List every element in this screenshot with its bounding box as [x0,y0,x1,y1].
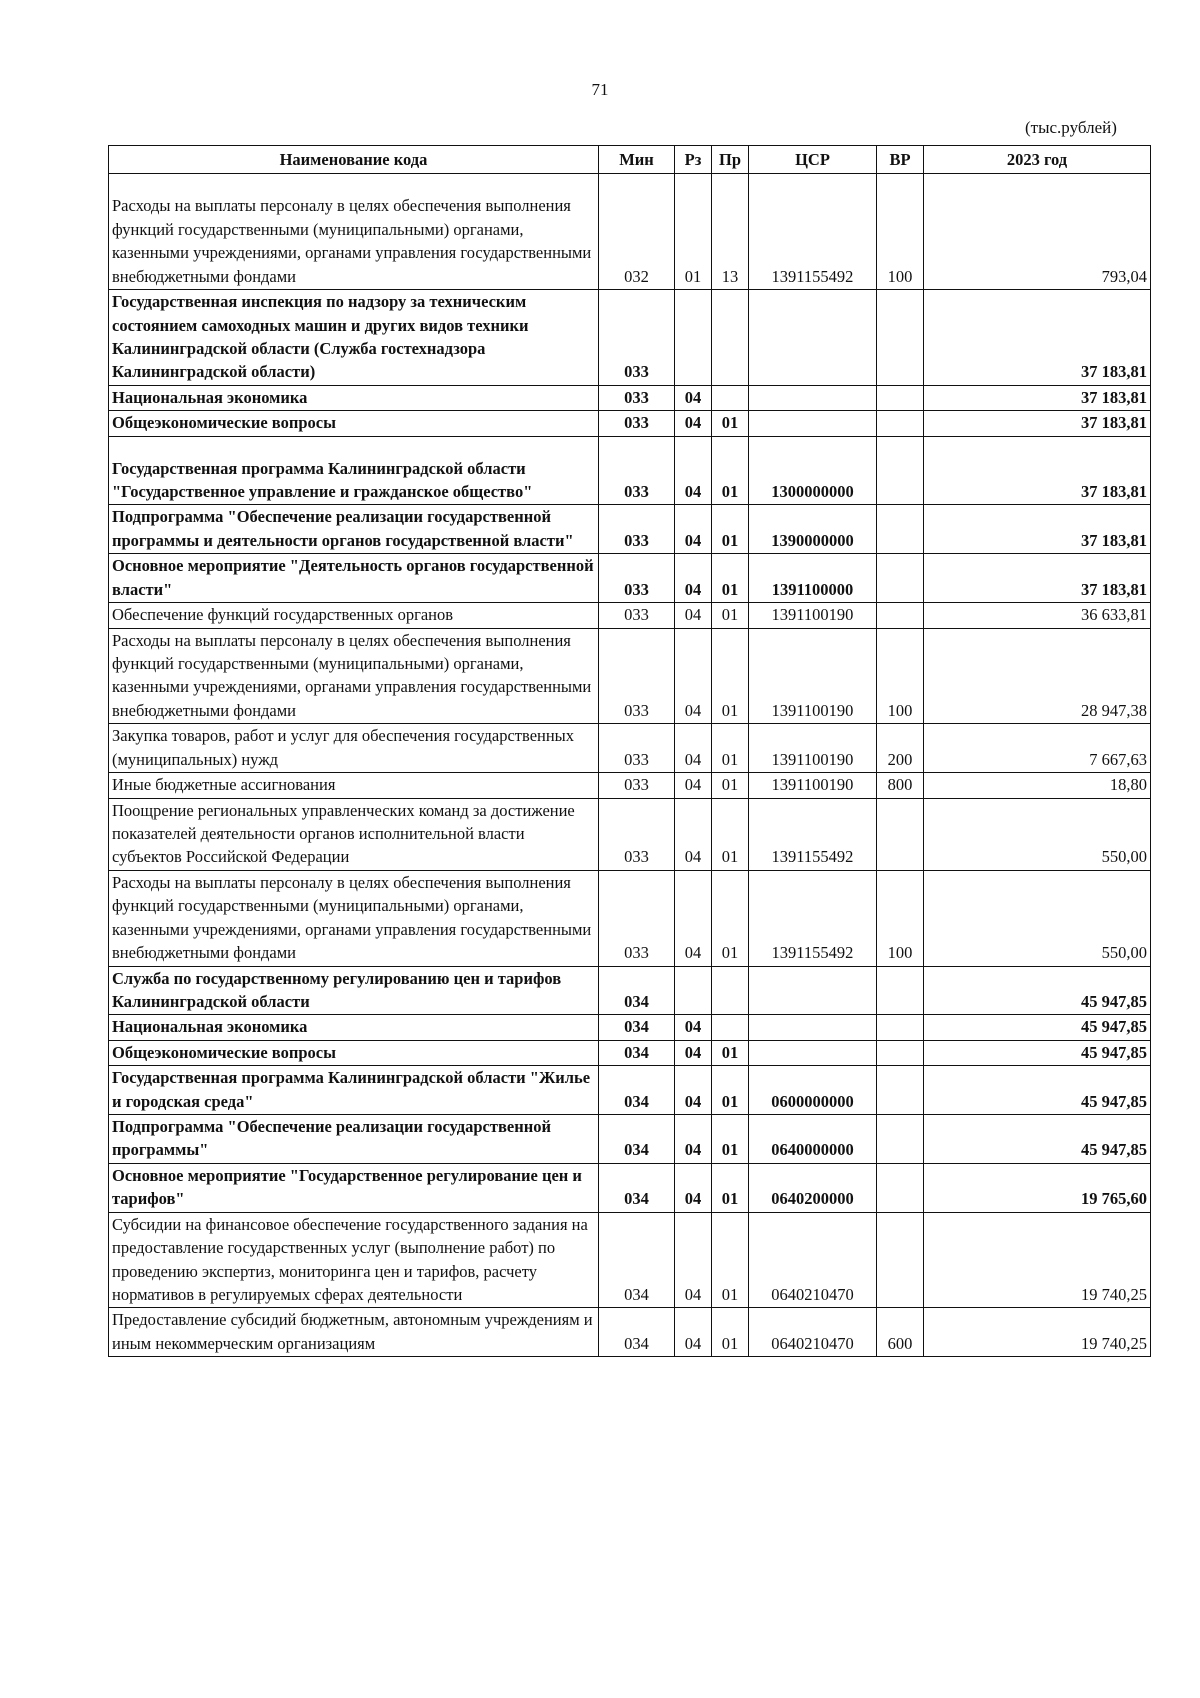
cell-rz: 04 [675,554,712,603]
cell-min: 033 [599,290,675,386]
table-row [109,1015,1151,1040]
cell-csr [749,1040,877,1065]
cell-min: 032 [599,174,675,290]
cell-vr [877,603,924,628]
cell-pr [712,966,749,1015]
cell-amount: 45 947,85 [924,966,1151,1015]
budget-table [108,145,1151,1357]
header-pr: Пр [712,146,749,174]
cell-rz: 04 [675,1212,712,1308]
cell-csr: 1391155492 [749,870,877,966]
cell-amount: 28 947,38 [924,628,1151,724]
table-row [109,411,1151,436]
cell-amount: 45 947,85 [924,1040,1151,1065]
cell-rz: 04 [675,1308,712,1357]
table-row [109,505,1151,554]
cell-min: 034 [599,1015,675,1040]
cell-amount: 45 947,85 [924,1066,1151,1115]
cell-csr: 1300000000 [749,436,877,505]
cell-name: Государственная инспекция по надзору за техническим состоянием самоходных машин и других видов техники Калининградской области (Служба гостехнадзора Калининградской области) [109,290,599,386]
cell-name: Основное мероприятие "Государственное регулирование цен и тарифов" [109,1163,599,1212]
header-year: 2023 год [924,146,1151,174]
table-row [109,603,1151,628]
table-header-row [109,146,1151,174]
cell-rz: 04 [675,870,712,966]
cell-vr [877,411,924,436]
cell-min: 033 [599,505,675,554]
cell-vr: 100 [877,870,924,966]
cell-rz: 04 [675,385,712,410]
cell-pr [712,290,749,386]
cell-vr [877,436,924,505]
cell-name: Обеспечение функций государственных органов [109,603,599,628]
cell-rz: 04 [675,1115,712,1164]
cell-csr: 1391100190 [749,724,877,773]
cell-min: 033 [599,436,675,505]
table-row [109,798,1151,870]
cell-csr: 0640000000 [749,1115,877,1164]
table-row [109,174,1151,290]
cell-name: Общеэкономические вопросы [109,411,599,436]
cell-amount: 37 183,81 [924,436,1151,505]
cell-amount: 7 667,63 [924,724,1151,773]
cell-rz [675,290,712,386]
cell-vr [877,1066,924,1115]
cell-csr: 1391100190 [749,628,877,724]
table-row [109,554,1151,603]
cell-rz: 04 [675,798,712,870]
cell-rz: 04 [675,1066,712,1115]
cell-name: Расходы на выплаты персоналу в целях обеспечения выполнения функций государственными (муниципальными) органами, казенными учреждениями, органами управления государственными внебюджетными фондами [109,174,599,290]
cell-min: 033 [599,870,675,966]
cell-min: 033 [599,554,675,603]
cell-rz: 04 [675,1163,712,1212]
cell-name: Национальная экономика [109,1015,599,1040]
cell-vr [877,1015,924,1040]
cell-name: Основное мероприятие "Деятельность органов государственной власти" [109,554,599,603]
cell-csr [749,1015,877,1040]
cell-amount: 19 740,25 [924,1308,1151,1357]
cell-amount: 793,04 [924,174,1151,290]
cell-min: 034 [599,966,675,1015]
cell-vr: 800 [877,773,924,798]
cell-amount: 37 183,81 [924,411,1151,436]
cell-amount: 550,00 [924,870,1151,966]
cell-csr: 1391100190 [749,603,877,628]
cell-min: 034 [599,1308,675,1357]
cell-name: Национальная экономика [109,385,599,410]
cell-amount: 45 947,85 [924,1115,1151,1164]
cell-amount: 36 633,81 [924,603,1151,628]
cell-vr [877,290,924,386]
cell-vr: 200 [877,724,924,773]
cell-amount: 550,00 [924,798,1151,870]
cell-pr: 13 [712,174,749,290]
cell-rz: 04 [675,411,712,436]
cell-csr [749,385,877,410]
cell-csr: 0640210470 [749,1308,877,1357]
cell-pr: 01 [712,1308,749,1357]
cell-vr: 600 [877,1308,924,1357]
cell-pr: 01 [712,724,749,773]
table-row [109,385,1151,410]
table-row [109,436,1151,505]
table-row [109,290,1151,386]
cell-min: 033 [599,724,675,773]
cell-name: Подпрограмма "Обеспечение реализации государственной программы" [109,1115,599,1164]
cell-min: 033 [599,603,675,628]
cell-vr [877,966,924,1015]
units-label: (тыс.рублей) [1025,118,1117,137]
cell-name: Поощрение региональных управленческих команд за достижение показателей деятельности органов исполнительной власти субъектов Российской Федерации [109,798,599,870]
cell-amount: 37 183,81 [924,290,1151,386]
table-row [109,1163,1151,1212]
header-csr: ЦСР [749,146,877,174]
cell-min: 034 [599,1212,675,1308]
cell-vr [877,1212,924,1308]
cell-min: 033 [599,798,675,870]
cell-vr [877,554,924,603]
cell-amount: 37 183,81 [924,505,1151,554]
cell-name: Служба по государственному регулированию цен и тарифов Калининградской области [109,966,599,1015]
cell-pr: 01 [712,411,749,436]
cell-vr: 100 [877,174,924,290]
cell-csr: 1390000000 [749,505,877,554]
header-min: Мин [599,146,675,174]
cell-rz: 04 [675,1015,712,1040]
cell-pr: 01 [712,773,749,798]
cell-pr: 01 [712,603,749,628]
table-row [109,773,1151,798]
table-row [109,870,1151,966]
table-row [109,1308,1151,1357]
cell-min: 034 [599,1163,675,1212]
cell-min: 033 [599,385,675,410]
cell-pr: 01 [712,505,749,554]
cell-name: Подпрограмма "Обеспечение реализации государственной программы и деятельности органов государственной власти" [109,505,599,554]
cell-vr: 100 [877,628,924,724]
table-row [109,966,1151,1015]
table-row [109,1212,1151,1308]
header-vr: ВР [877,146,924,174]
cell-pr: 01 [712,870,749,966]
cell-pr: 01 [712,628,749,724]
cell-rz: 04 [675,773,712,798]
cell-csr [749,966,877,1015]
cell-csr: 0640200000 [749,1163,877,1212]
cell-csr: 0640210470 [749,1212,877,1308]
cell-pr: 01 [712,798,749,870]
cell-csr: 1391100000 [749,554,877,603]
cell-pr: 01 [712,1163,749,1212]
cell-pr: 01 [712,1040,749,1065]
cell-rz: 04 [675,1040,712,1065]
cell-rz: 04 [675,724,712,773]
cell-vr [877,798,924,870]
cell-csr: 1391155492 [749,798,877,870]
cell-vr [877,1163,924,1212]
cell-name: Закупка товаров, работ и услуг для обеспечения государственных (муниципальных) нужд [109,724,599,773]
cell-pr: 01 [712,1212,749,1308]
header-name: Наименование кода [109,146,599,174]
cell-vr [877,505,924,554]
cell-name: Иные бюджетные ассигнования [109,773,599,798]
page-number: 71 [591,80,609,99]
cell-amount: 37 183,81 [924,385,1151,410]
cell-pr: 01 [712,554,749,603]
cell-name: Общеэкономические вопросы [109,1040,599,1065]
table-row [109,628,1151,724]
cell-name: Предоставление субсидий бюджетным, автономным учреждениям и иным некоммерческим организациям [109,1308,599,1357]
cell-csr: 1391155492 [749,174,877,290]
cell-min: 033 [599,411,675,436]
cell-name: Государственная программа Калининградской области "Государственное управление и гражданское общество" [109,436,599,505]
cell-csr: 0600000000 [749,1066,877,1115]
cell-vr [877,385,924,410]
table-row [109,1040,1151,1065]
cell-amount: 19 765,60 [924,1163,1151,1212]
cell-rz: 04 [675,628,712,724]
cell-pr: 01 [712,1066,749,1115]
cell-name: Расходы на выплаты персоналу в целях обеспечения выполнения функций государственными (муниципальными) органами, казенными учреждениями, органами управления государственными внебюджетными фондами [109,628,599,724]
cell-rz: 04 [675,505,712,554]
cell-csr: 1391100190 [749,773,877,798]
cell-csr [749,411,877,436]
cell-min: 034 [599,1040,675,1065]
table-row [109,1115,1151,1164]
cell-rz: 04 [675,603,712,628]
cell-vr [877,1115,924,1164]
cell-min: 033 [599,773,675,798]
cell-rz: 04 [675,436,712,505]
cell-csr [749,290,877,386]
cell-amount: 19 740,25 [924,1212,1151,1308]
cell-amount: 45 947,85 [924,1015,1151,1040]
cell-vr [877,1040,924,1065]
cell-rz [675,966,712,1015]
cell-pr: 01 [712,436,749,505]
cell-min: 034 [599,1066,675,1115]
header-rz: Рз [675,146,712,174]
table-row [109,1066,1151,1115]
cell-name: Расходы на выплаты персоналу в целях обеспечения выполнения функций государственными (муниципальными) органами, казенными учреждениями, органами управления государственными внебюджетными фондами [109,870,599,966]
cell-pr: 01 [712,1115,749,1164]
cell-min: 034 [599,1115,675,1164]
cell-pr [712,385,749,410]
cell-rz: 01 [675,174,712,290]
cell-name: Государственная программа Калининградской области "Жилье и городская среда" [109,1066,599,1115]
cell-min: 033 [599,628,675,724]
cell-name: Субсидии на финансовое обеспечение государственного задания на предоставление государственных услуг (выполнение работ) по проведению экспертиз, мониторинга цен и тарифов, расчету нормативов в регулируемых сферах деятельности [109,1212,599,1308]
cell-amount: 18,80 [924,773,1151,798]
table-row [109,724,1151,773]
cell-amount: 37 183,81 [924,554,1151,603]
cell-pr [712,1015,749,1040]
